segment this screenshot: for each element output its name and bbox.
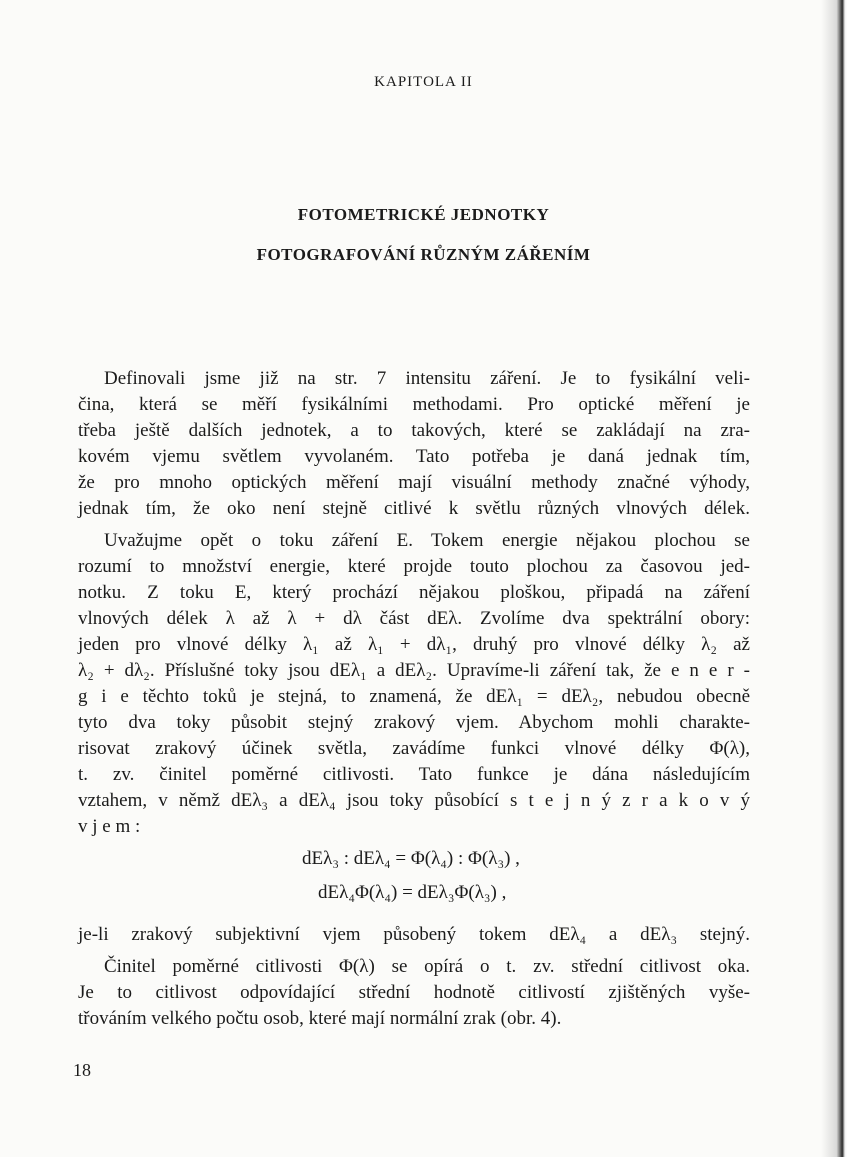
chapter-heading: KAPITOLA II — [374, 74, 473, 90]
text-line: Činitel poměrné citlivosti Φ(λ) se opírá o t. zv. střední citlivost oka. — [104, 956, 750, 977]
section-title: FOTOMETRICKÉ JEDNOTKY — [297, 205, 550, 224]
section-subtitle: FOTOGRAFOVÁNÍ RŮZNÝM ZÁŘENÍM — [256, 245, 591, 264]
text-line: kovém vjemu světlem vyvolaném. Tato potřeba je daná jednak tím, — [78, 446, 750, 467]
text-line: g i e těchto toků je stejná, to znamená, že dEλ₁ = dEλ₂, nebudou obecně — [78, 686, 750, 707]
text-line: jeden pro vlnové délky λ₁ až λ₁ + dλ₁, druhý pro vlnové délky λ₂ až — [78, 634, 750, 655]
text-line: vlnových délek λ až λ + dλ část dEλ. Zvolíme dva spektrální obory: — [78, 608, 750, 629]
text-line: Je to citlivost odpovídající střední hodnotě citlivostí zjištěných vyše- — [78, 982, 750, 1003]
text-line: je-li zrakový subjektivní vjem působený tokem dEλ₄ a dEλ₃ stejný. — [78, 924, 750, 945]
equation-2: dEλ₄Φ(λ₄) = dEλ₃Φ(λ₃) , — [318, 882, 507, 903]
text-line: v j e m : — [78, 816, 141, 837]
text-line: t. zv. činitel poměrné citlivosti. Tato funkce je dána následujícím — [78, 764, 750, 785]
text-line: čina, která se měří fysikálními methodami. Pro optické měření je — [78, 394, 750, 415]
page-edge-shadow — [821, 0, 847, 1157]
text-line: notku. Z toku E, který prochází nějakou ploškou, připadá na záření — [78, 582, 750, 603]
text-line: λ₂ + dλ₂. Příslušné toky jsou dEλ₁ a dEλ₂. Upravíme-li záření tak, že e n e r - — [78, 660, 750, 681]
text-line: jednak tím, že oko není stejně citlivé k světlu různých vlnových délek. — [78, 498, 750, 519]
text-line: risovat zrakový účinek světla, zavádíme funkci vlnové délky Φ(λ), — [78, 738, 750, 759]
text-line: tyto dva toky působit stejný zrakový vjem. Abychom mohli charakte- — [78, 712, 750, 733]
text-line: rozumí to množství energie, které projde touto plochou za časovou jed- — [78, 556, 750, 577]
page-number: 18 — [73, 1060, 91, 1080]
text-line: třeba ještě dalších jednotek, a to takových, které se zakládají na zra- — [78, 420, 750, 441]
text-line: že pro mnoho optických měření mají visuální methody značné výhody, — [78, 472, 750, 493]
equation-1: dEλ₃ : dEλ₄ = Φ(λ₄) : Φ(λ₃) , — [302, 848, 520, 869]
text-line: Uvažujme opět o toku záření E. Tokem energie nějakou plochou se — [104, 530, 750, 551]
text-line: vztahem, v němž dEλ₃ a dEλ₄ jsou toky působící s t e j n ý z r a k o v ý — [78, 790, 750, 811]
text-line: třováním velkého počtu osob, které mají normální zrak (obr. 4). — [78, 1008, 562, 1029]
text-line: Definovali jsme již na str. 7 intensitu záření. Je to fysikální veli- — [104, 368, 750, 389]
